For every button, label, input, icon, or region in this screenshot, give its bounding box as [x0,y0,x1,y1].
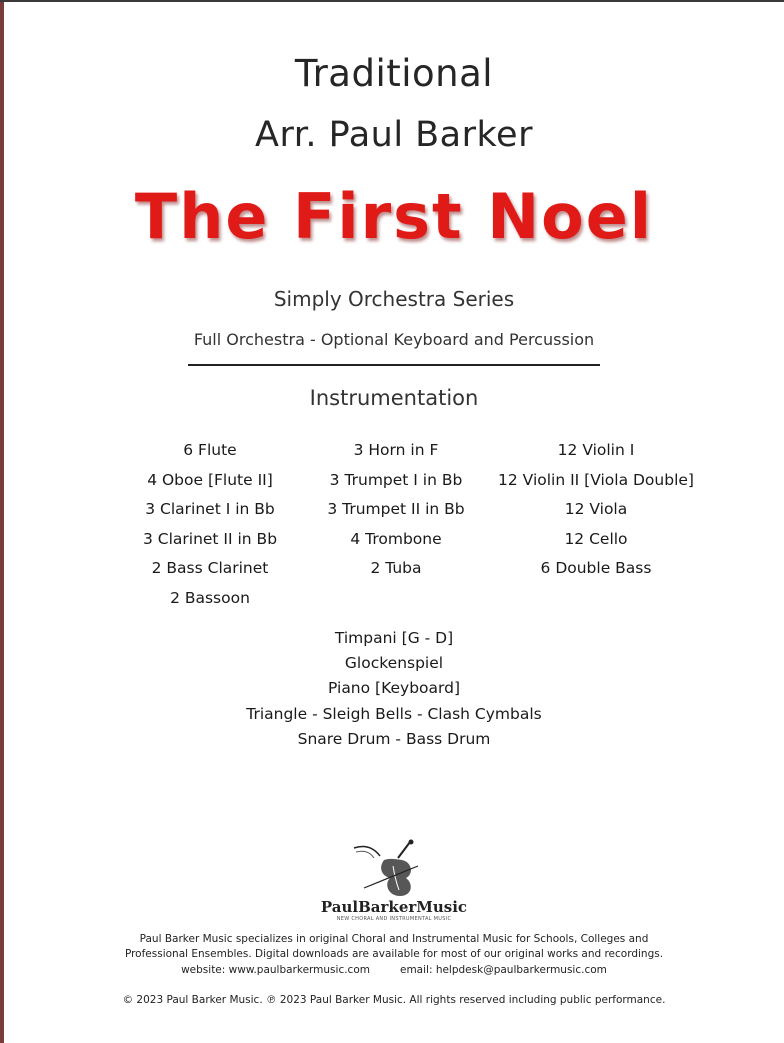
instrument-item: 4 Oboe [Flute II] [147,470,273,489]
instrument-item: Piano [Keyboard] [328,679,460,698]
instrument-item: 3 Horn in F [353,441,439,459]
instrument-item: 3 Trumpet II in Bb [327,500,465,518]
logo-tagline: NEW CHORAL AND INSTRUMENTAL MUSIC [336,916,452,922]
logo-name: PaulBarkerMusic [320,898,468,916]
instrument-item: 3 Trumpet I in Bb [329,470,463,489]
instrument-item: 3 Clarinet I in Bb [145,500,275,518]
email-link[interactable]: email: helpdesk@paulbarkermusic.com [399,964,607,976]
composer: Traditional [294,52,494,95]
instrument-item: 12 Violin I [557,441,635,459]
instrument-item: 12 Cello [564,529,628,548]
arranger: Arr. Paul Barker [255,115,533,155]
instrument-item: Timpani [G - D] [334,629,454,647]
instrument-item: 12 Viola [564,500,628,518]
instrument-item: 2 Tuba [370,559,422,577]
footer-description-line-2: Professional Ensembles. Digital downloads are available for most of our original works and recordings. [124,948,664,960]
piece-title: The First Noel [134,180,654,253]
scoring-description: Full Orchestra - Optional Keyboard and Percussion [193,330,595,349]
violin-icon [344,838,424,904]
instrument-item: 12 Violin II [Viola Double] [498,470,694,489]
instrument-item: Triangle - Sleigh Bells - Clash Cymbals [246,704,542,723]
instrument-item: Snare Drum - Bass Drum [297,729,491,748]
footer-contact [4,964,784,976]
strings-column [466,436,726,584]
instrument-item: 2 Bassoon [170,588,250,607]
instrument-item: 6 Flute [183,441,237,459]
instrument-item: 4 Trombone [350,529,442,548]
website-link[interactable]: website: www.paulbarkermusic.com [181,964,370,976]
instrument-item: 2 Bass Clarinet [151,559,269,577]
divider [188,364,600,366]
cover-page [4,2,784,1043]
instrument-item: 6 Double Bass [540,559,652,577]
footer-description-line-1: Paul Barker Music specializes in original Choral and Instrumental Music for Schools, Colleges and [139,933,649,945]
instrumentation-heading: Instrumentation [309,386,479,410]
series-name: Simply Orchestra Series [273,287,515,311]
instrument-item: 3 Clarinet II in Bb [142,529,278,548]
instrument-item: Glockenspiel [344,654,444,673]
copyright: © 2023 Paul Barker Music. ℗ 2023 Paul Barker Music. All rights reserved including public performance. [122,994,666,1006]
percussion-list [4,626,784,752]
